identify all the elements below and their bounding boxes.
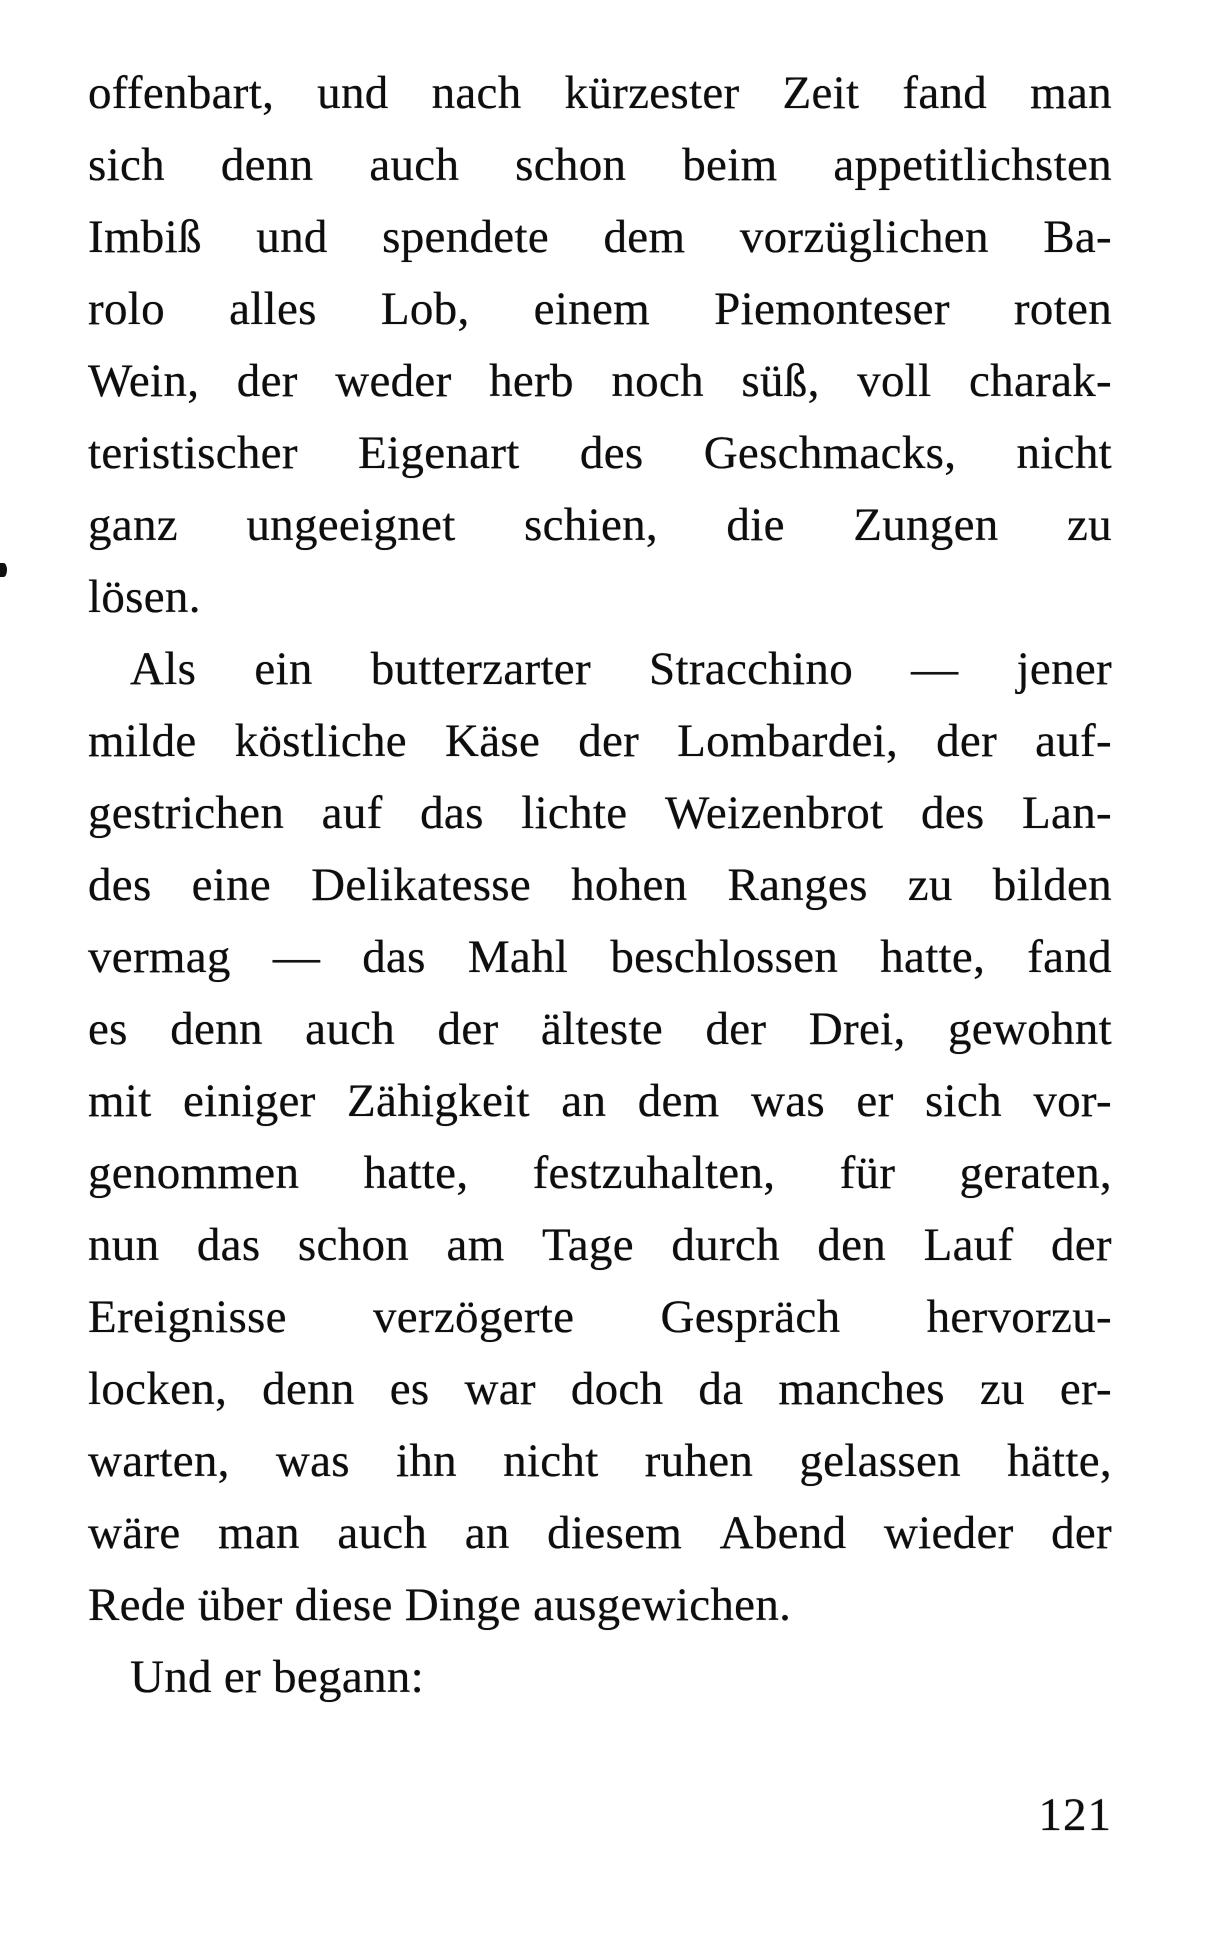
scan-artifact-speck [0,563,7,577]
word: was [275,1435,350,1487]
word: — [272,931,321,983]
word: er [856,1075,894,1127]
word: Lauf [923,1219,1014,1271]
text-line [88,993,1112,1065]
word: manches [778,1363,945,1415]
word: man [218,1507,300,1559]
word: Zungen [853,499,999,551]
word: schon [297,1219,410,1271]
paragraph [88,633,1112,1641]
word: der [437,1003,499,1055]
text-line [88,1425,1112,1497]
text-line [88,1353,1112,1425]
word: des [88,859,152,911]
word: Lob, [380,283,470,335]
word: wieder [883,1507,1014,1559]
word: Drei, [808,1003,906,1055]
text-line [88,921,1112,993]
word: Lombardei, [677,715,899,767]
word: ein [254,643,313,695]
word: Ereignisse [88,1291,287,1343]
word: durch [671,1219,780,1271]
word: offenbart, [88,67,275,119]
word: diesem [547,1507,683,1559]
word: doch [570,1363,664,1415]
word: einiger [183,1075,316,1127]
text-line [88,489,1112,561]
text-line [88,1497,1112,1569]
word: Zeit [782,67,860,119]
word: Gespräch [660,1291,841,1343]
word: bilden [992,859,1112,911]
word: vermag [88,931,231,983]
word: und [256,211,328,263]
word: Wein, [88,355,200,407]
word: nun [88,1219,160,1271]
text-line [88,1065,1112,1137]
word: zu [907,859,953,911]
word: zu [979,1363,1025,1415]
word: Käse [445,715,541,767]
word: ungeeignet [246,499,456,551]
word: schien, [524,499,658,551]
word: verzögerte [372,1291,575,1343]
word: auch [305,1003,396,1055]
word: warten, [88,1435,230,1487]
word: an [464,1507,510,1559]
word: lichte [521,787,628,839]
word: Imbiß [88,211,202,263]
text-line [88,57,1112,129]
word: weder [335,355,452,407]
word: auch [337,1507,428,1559]
word: dem [603,211,686,263]
word: Stracchino [649,643,854,695]
word: was [750,1075,825,1127]
word: man [1030,67,1112,119]
word: Als [130,643,197,695]
word: alles [229,283,317,335]
word: sich [924,1075,1002,1127]
word: vorzüglichen [739,211,989,263]
text-line: Und er begann: [130,1651,424,1703]
word: milde [88,715,197,767]
word: das [420,787,484,839]
word: roten [1013,283,1112,335]
text-line [88,1281,1112,1353]
word: auch [369,139,460,191]
word: war [464,1363,536,1415]
page-number: 121 [1038,1789,1112,1841]
word: die [726,499,785,551]
word: festzuhalten, [532,1147,776,1199]
word: süß, [741,355,820,407]
word: noch [611,355,704,407]
word: Eigenart [358,427,520,479]
word: beschlossen [610,931,839,983]
word: am [446,1219,505,1271]
word: an [561,1075,607,1127]
word: jener [1016,643,1112,695]
word: für [839,1147,896,1199]
word: zu [1067,499,1112,551]
word: sich [88,139,165,191]
word: er- [1059,1363,1112,1415]
word: kürzester [564,67,740,119]
word: Ranges [727,859,868,911]
word: dem [637,1075,720,1127]
word: nach [431,67,522,119]
word: Weizenbrot [664,787,884,839]
word: köstliche [234,715,407,767]
word: hohen [571,859,688,911]
word: herb [489,355,574,407]
word: genommen [88,1147,300,1199]
word: denn [262,1363,355,1415]
word: geraten, [959,1147,1112,1199]
text-line: Rede über diese Dinge ausgewichen. [88,1579,792,1631]
word: gewohnt [947,1003,1112,1055]
word: da [698,1363,744,1415]
word: der [705,1003,767,1055]
word: Geschmacks, [703,427,957,479]
body-text [88,57,1112,1713]
word: teristischer [88,427,298,479]
word: das [362,931,426,983]
text-line [88,345,1112,417]
word: ihn [395,1435,457,1487]
text-line [88,705,1112,777]
word: auf- [1035,715,1112,767]
word: auf [321,787,383,839]
word: es [88,1003,128,1055]
word: Tage [542,1219,634,1271]
word: der [1051,1507,1112,1559]
word: ganz [88,499,178,551]
word: hervorzu- [926,1291,1112,1343]
text-line: lösen. [88,571,201,623]
word: des [920,787,985,839]
word: das [196,1219,261,1271]
word: der [1050,1219,1112,1271]
word: gestrichen [88,787,285,839]
text-line [88,777,1112,849]
word: es [389,1363,430,1415]
word: hätte, [1007,1435,1112,1487]
word: nicht [1016,427,1112,479]
word: beim [682,139,778,191]
word: älteste [540,1003,664,1055]
word: einem [533,283,650,335]
word: Abend [719,1507,847,1559]
word: eine [191,859,272,911]
word: der [936,715,998,767]
word: spendete [382,211,549,263]
word: der [236,355,298,407]
word: rolo [88,283,165,335]
word: denn [170,1003,263,1055]
word: des [579,427,644,479]
text-line [88,129,1112,201]
paragraph [88,1641,1112,1713]
word: Mahl [467,931,569,983]
word: appetitlichsten [833,139,1112,191]
word: nicht [503,1435,599,1487]
word: ruhen [644,1435,754,1487]
word: butterzarter [370,643,591,695]
word: Lan- [1022,787,1112,839]
word: locken, [88,1363,228,1415]
word: der [578,715,640,767]
word: den [817,1219,887,1271]
word: und [317,67,389,119]
word: Piemonteser [714,283,950,335]
word: denn [220,139,314,191]
word: Ba- [1043,211,1112,263]
text-line [88,201,1112,273]
text-line [88,1137,1112,1209]
word: hatte, [363,1147,469,1199]
text-line [88,849,1112,921]
word: schon [515,139,627,191]
text-line [88,417,1112,489]
word: fand [902,67,988,119]
word: charak- [969,355,1112,407]
word: fand [1027,931,1112,983]
word: hatte, [880,931,986,983]
word: gelassen [799,1435,961,1487]
word: Zähigkeit [347,1075,530,1127]
word: vor- [1033,1075,1112,1127]
text-line [88,273,1112,345]
word: Delikatesse [311,859,532,911]
word: wäre [88,1507,181,1559]
word: voll [857,355,932,407]
text-line [88,1209,1112,1281]
word: — [911,643,959,695]
word: mit [88,1075,152,1127]
text-line [88,633,1112,705]
paragraph [88,57,1112,633]
